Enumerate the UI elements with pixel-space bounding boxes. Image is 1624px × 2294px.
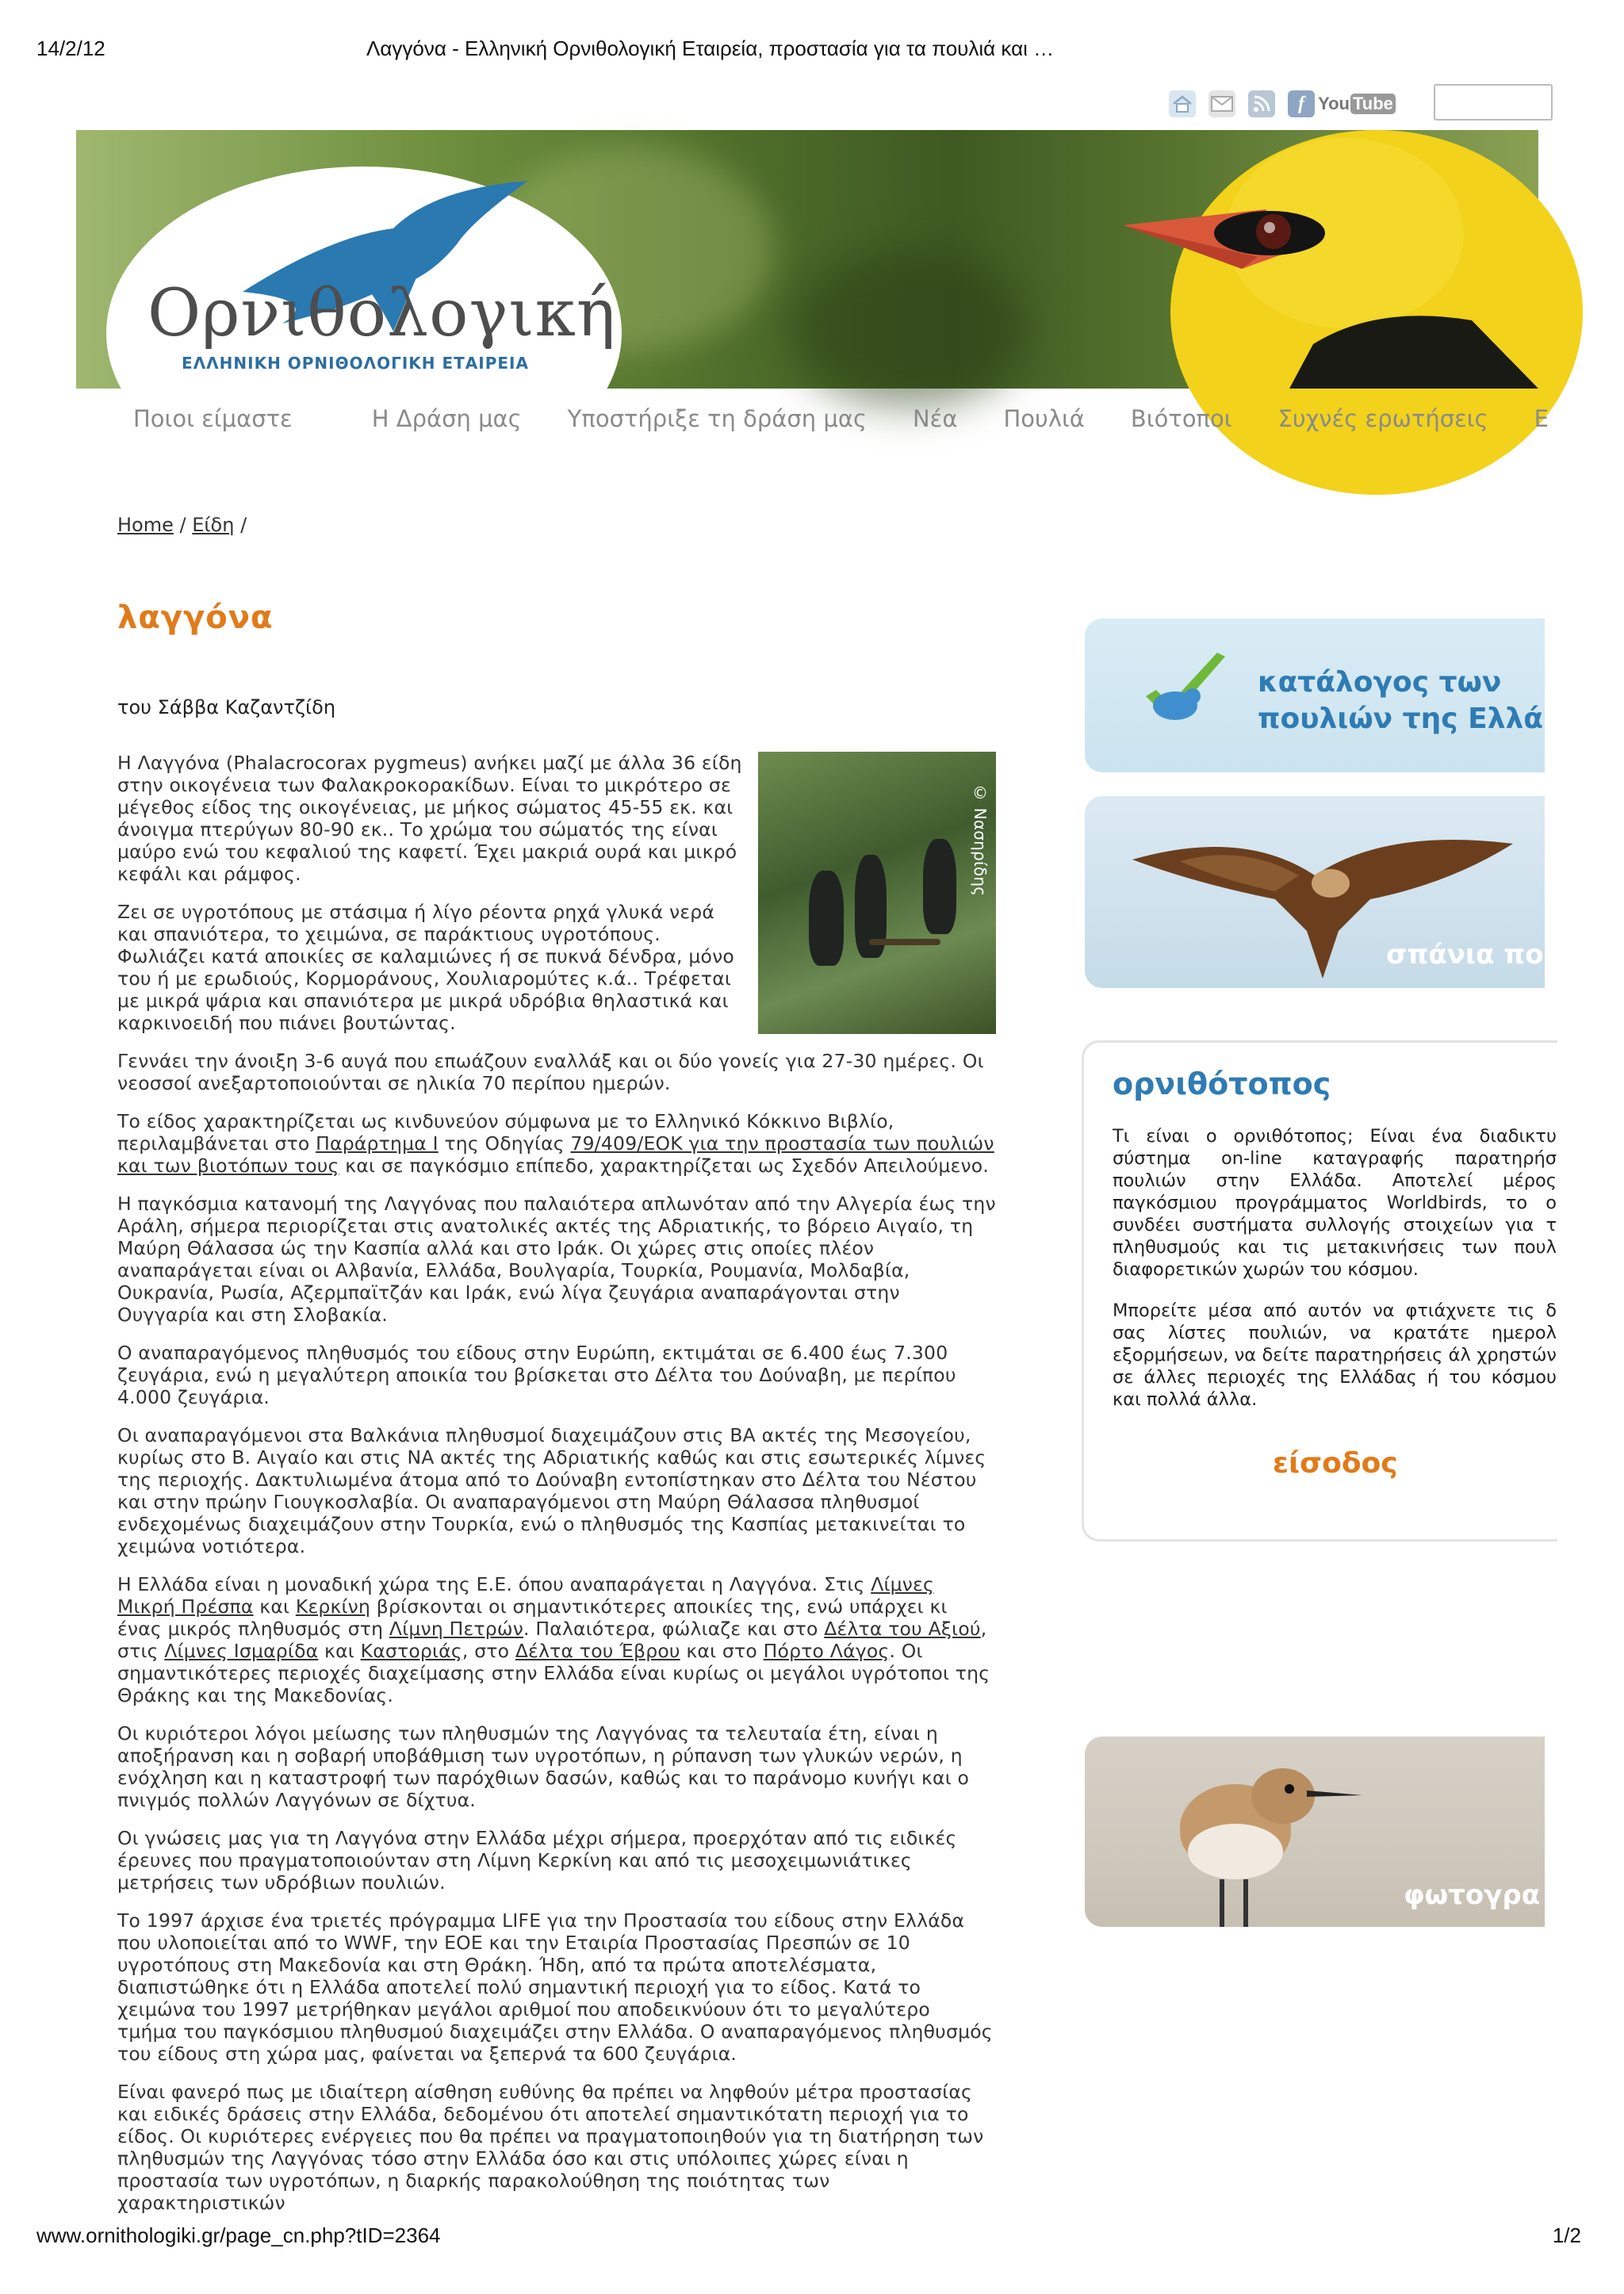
home-icon[interactable]: [1169, 90, 1196, 117]
link-petron[interactable]: Λίμνη Πετρών: [389, 1618, 524, 1640]
print-date: 14/2/12: [36, 36, 105, 60]
link-porto-lagos[interactable]: Πόρτο Λάγος: [763, 1640, 890, 1662]
nav-item-habitats[interactable]: Βιότοποι: [1130, 405, 1232, 432]
bird-catalog-banner[interactable]: κατάλογος των πουλιών της Ελλά: [1085, 618, 1545, 772]
top-bar: [76, 76, 1538, 128]
link-annex-1[interactable]: Παράρτημα Ι: [316, 1132, 439, 1155]
nav-item-support[interactable]: Υποστήριξε τη δράση μας: [567, 405, 867, 432]
paragraph: Το είδος χαρακτηρίζεται ως κινδυνεύον σύμφωνα με το Ελληνικό Κόκκινο Βιβλίο, περιλαμβάνεται στο Παράρτημα Ι της Οδηγίας 79/409/ΕΟΚ για την προστασία των πουλιών και των βιοτόπων τους και σε παγκόσμιο επίπεδο, χαρακτηρίζεται ως Σχεδόν Απειλούμενο.: [117, 1110, 994, 1177]
rare-birds-banner[interactable]: σπάνια πο: [1085, 796, 1545, 988]
paragraph: Το 1997 άρχισε ένα τριετές πρόγραμμα LIFE για την Προστασία του είδους στην Ελλάδα που υλοποιείται από το WWF, την ΕΟΕ και την Εταιρία Προστασίας Πρεσπών σε 10 υγροτόπους στη Μακεδονία και στη Θράκη. Ήδη, από τα πρώτα αποτελέσματα, διαπιστώθηκε ότι η Ελλάδα αποτελεί πολύ σημαντική περιοχή για το είδος. Κατά το χειμώνα του 1997 μετρήθηκαν μεγάλοι αριθμοί που αποδεικνύουν ότι το μεγαλύτερο τμήμα του παγκόσμιου πληθυσμού διαχειμάζει στην Ελλάδα. Ο αναπαραγόμενος πληθυσμός του είδους στη χώρα μας, φαίνεται να ξεπερνά τα 600 ζευγάρια.: [117, 1909, 993, 2065]
paragraph: Η Ελλάδα είναι η μοναδική χώρα της Ε.Ε. όπου αναπαράγεται η Λαγγόνα. Στις Λίμνες Μικρή Πρέσπα και Κερκίνη βρίσκονται οι σημαντικότερες αποικίες της, ενώ υπάρχει κι ένας μικρός πληθυσμός στη Λίμνη Πετρών. Παλαιότερα, φώλιαζε και στο Δέλτα του Αξιού, στις Λίμνες Ισμαρίδα και Καστοριάς, στο Δέλτα του Έβρου και στο Πόρτο Λάγος. Οι σημαντικότερες περιοχές διαχείμασης στην Ελλάδα είναι κυρίως οι μεγάλοι υγρότοποι της Θράκης και της Μακεδονίας.: [117, 1573, 990, 1706]
paragraph: Γεννάει την άνοιξη 3-6 αυγά που επωάζουν εναλλάξ και οι δύο γονείς για 27-30 ημέρες. Οι νεοσσοί ανεξαρτοποιούνται σε ηλικία 70 περίπου ημερών.: [117, 1050, 984, 1094]
link-mikri-prespa[interactable]: Λίμνες Μικρή Πρέσπα: [117, 1573, 935, 1618]
nav-item-about[interactable]: Ποιοι είμαστε: [133, 405, 293, 432]
paragraph: Η Λαγγόνα (Phalacrocorax pygmeus) ανήκει μαζί με άλλα 36 είδη στην οικογένεια των Φαλακροκορακίδων. Είναι το μικρότερο σε μέγεθος είδος της οικογένειας, με μήκος σώματος 45-55 εκ. και άνοιγμα πτερύγων 80-90 εκ.. Το χρώμα του σώματός της είναι μαύρο ενώ του κεφαλιού της καφετί. Έχει μακριά ουρά και μικρό κεφάλι και ράμφος.: [117, 752, 742, 885]
link-kastoria[interactable]: Καστοριάς: [360, 1640, 462, 1662]
paragraph: Οι γνώσεις μας για τη Λαγγόνα στην Ελλάδα μέχρι σήμερα, προερχόταν από τις ειδικές έρευνες που πραγματοποιούνταν στη Λίμνη Κερκίνη και από τις μεσοχειμωνιάτικες μετρήσεις των υδρόβιων πουλιών.: [117, 1827, 957, 1894]
youtube-icon[interactable]: You Tube: [1327, 90, 1386, 117]
nav-item-faq[interactable]: Συχνές ερωτήσεις: [1277, 405, 1488, 432]
social-icons: [1169, 90, 1393, 117]
paragraph: Είναι φανερό πως με ιδιαίτερη αίσθηση ευθύνης θα πρέπει να ληφθούν μέτρα προστασίας και ειδικές δράσεις στην Ελλάδα, δεδομένου ότι αποτελεί σημαντικότατη περιοχή για το είδος. Οι κυριότερες ενέργειες που θα πρέπει να πραγματοποιηθούν για τη διατήρηση των πληθυσμών της Λαγγόνας τόσο στην Ελλάδα όσο και στις υπόλοιπες χώρες είναι η προστασία των υγροτόπων, η διαρκής παρακολούθηση της ποιότητας των χαρακτηριστικών: [117, 2081, 984, 2214]
search-input[interactable]: [1434, 84, 1553, 121]
photo-credit: © Νασηρίδης: [971, 783, 990, 897]
nav-item-more[interactable]: Ε: [1534, 405, 1549, 432]
pygmy-cormorant-photo: [758, 752, 996, 1034]
print-page-number: 1/2: [1552, 2223, 1581, 2247]
paragraph: Οι αναπαραγόμενοι στα Βαλκάνια πληθυσμοί διαχειμάζουν στις ΒΑ ακτές της Μεσογείου, κυρίως στο Β. Αιγαίο και στις ΝΑ ακτές της Αδριατικής καθώς και στις εσωτερικές λίμνες της περιοχής. Δακτυλιωμένα άτομα από το Δούναβη εντοπίστηκαν στο Δέλτα του Νέστου και στην πρώην Γιουγκοσλαβία. Οι αναπαραγόμενοι στη Μαύρη Θάλασσα πληθυσμοί ενδεχομένως διαχειμάζουν στην Τουρκία, ενώ ο πληθυσμός της Κασπίας μετακινείται το χειμώνα νοτιότερα.: [117, 1424, 986, 1557]
page-title: λαγγόνα: [117, 599, 274, 636]
box-title: ορνιθότοπος: [1113, 1067, 1331, 1101]
paragraph: Ο αναπαραγόμενος πληθυσμός του είδους στην Ευρώπη, εκτιμάται σε 6.400 έως 7.300 ζευγάρια, ενώ η μεγαλύτερη αποικία του βρίσκεται στο Δέλτα του Δούναβη, με περίπου 4.000 ζευγάρια.: [117, 1342, 956, 1408]
article-author: του Σάββα Καζαντζίδη: [117, 696, 336, 718]
box-text: Τι είναι ο ορνιθότοπος; Είναι ένα διαδικτυ σύστημα on-line καταγραφής παρατηρήσ πουλιών στην Ελλάδα. Αποτελεί μέρος παγκόσμιου προγράμματος Worldbirds, το ο συνδέει συστήματα συλλογής στοιχείων για τ πληθυσμούς και τις μετακινήσεις των πουλ διαφορετικών χωρών του κόσμου. Μπορείτε μέσα από αυτόν να φτιάχνετε τις δ σας λίστες πουλιών, να κρατάτε ημερολ εξορμήσεων, να δείτε παρατηρήσεις άλ χρηστών σε άλλες περιοχές της Ελλάδας ή του κόσμου και πολλά άλλα.: [1113, 1126, 1557, 1410]
paragraph: Η παγκόσμια κατανομή της Λαγγόνας που παλαιότερα απλωνόταν από την Αλγερία έως την Αράλη, σήμερα περιορίζεται στις ανατολικές ακτές της Αδριατικής, το βόρειο Αιγαίο, τη Μαύρη Θάλασσα ώς την Κασπία αλλά και στο Ιράκ. Οι χώρες στις οποίες πλέον αναπαράγεται είναι οι Αλβανία, Ελλάδα, Βουλγαρία, Τουρκία, Ρουμανία, Μολδαβία, Ουκρανία, Ρωσία, Αζερμπαϊτζάν και Ιράκ, ενώ λίγα ζευγάρια αναπαράγονται στην Ουγγαρία και στη Σλοβακία.: [117, 1193, 996, 1326]
mail-icon[interactable]: [1208, 90, 1235, 117]
breadcrumb-species[interactable]: Είδη: [192, 514, 235, 536]
link-kerkini[interactable]: Κερκίνη: [295, 1595, 371, 1618]
paragraph: Ζει σε υγροτόπους με στάσιμα ή λίγο ρέοντα ρηχά γλυκά νερά και σπανιότερα, το χειμώνα, σε παράκτιους υγροτόπους. Φωλιάζει κατά αποικίες σε καλαμιώνες ή σε πυκνά δένδρα, μόνο του ή με ερωδιούς, Κορμοράνους, Χουλιαρομύτες κ.ά.. Τρέφεται με μικρά ψάρια και σπανιότερα με μικρά υδρόβια θηλαστικά και καρκινοειδή που πιάνει βουτώντας.: [117, 901, 734, 1034]
link-evros-delta[interactable]: Δέλτα του Έβρου: [515, 1640, 680, 1662]
rss-icon[interactable]: [1248, 90, 1275, 117]
nav-item-action[interactable]: Η Δράση μας: [371, 405, 522, 432]
main-nav: [76, 389, 1549, 449]
facebook-icon[interactable]: f: [1288, 90, 1315, 117]
checkmark-bird-icon: [1142, 649, 1229, 736]
link-axios-delta[interactable]: Δέλτα του Αξιού: [824, 1618, 981, 1640]
breadcrumb-home[interactable]: Home: [117, 514, 174, 536]
article-body: [117, 752, 996, 2230]
web-page: [76, 76, 1557, 2214]
logo-subtitle: ΕΛΛΗΝΙΚΗ ΟΡΝΙΘΟΛΟΓΙΚΗ ΕΤΑΙΡΕΙΑ: [182, 354, 529, 373]
print-url: www.ornithologiki.gr/page_cn.php?tID=2364: [36, 2223, 441, 2247]
breadcrumb: Home / Είδη /: [117, 514, 247, 536]
ornithotopos-box: [1082, 1040, 1557, 1541]
header-banner: [76, 130, 1538, 389]
photo-gallery-banner[interactable]: φωτογρα: [1085, 1737, 1545, 1927]
logo-name[interactable]: Ορνιθολογική: [147, 276, 617, 351]
nav-item-news[interactable]: Νέα: [912, 405, 958, 432]
paragraph: Οι κυριότεροι λόγοι μείωσης των πληθυσμών της Λαγγόνας τα τελευταία έτη, είναι η αποξήρανση και η σοβαρή υποβάθμιση των υγροτόπων, η ρύπανση των γλυκών νερών, η ενόχληση και η καταστροφή των παρόχθιων δασών, καθώς και το παράνομο κυνήγι και ο πνιγμός πολλών Λαγγόνων σε δίχτυα.: [117, 1722, 970, 1811]
link-ismarida[interactable]: Λίμνες Ισμαρίδα: [164, 1640, 319, 1662]
print-title: Λαγγόνα - Ελληνική Ορνιθολογική Εταιρεία, προστασία για τα πουλιά και …: [366, 36, 1055, 60]
link-directive[interactable]: 79/409/ΕΟΚ για την προστασία των πουλιών και των βιοτόπων τους: [117, 1132, 994, 1177]
login-link[interactable]: είσοδος: [1273, 1447, 1398, 1480]
nav-item-birds[interactable]: Πουλιά: [1003, 405, 1085, 432]
